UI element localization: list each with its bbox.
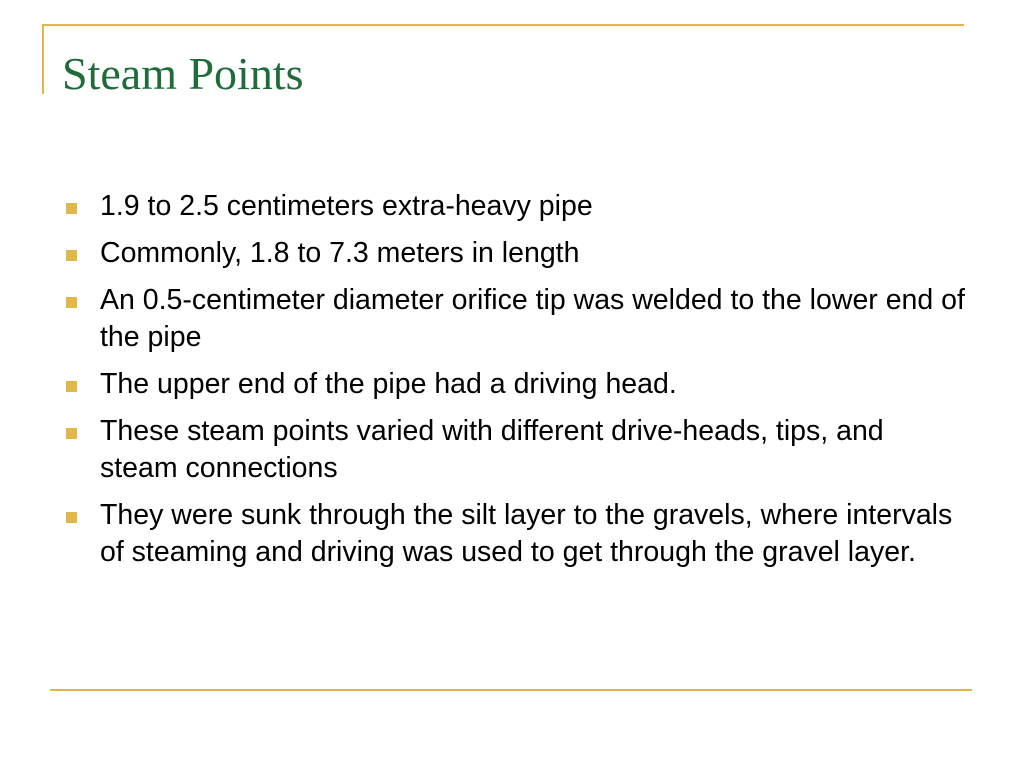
bullet-item: [66, 188, 966, 225]
bullet-text: The upper end of the pipe had a driving head.: [100, 368, 677, 400]
square-bullet-icon: [66, 297, 77, 308]
square-bullet-icon: [66, 512, 77, 523]
bullet-item: [66, 497, 966, 571]
bullet-item: [66, 282, 966, 356]
bullet-item: [66, 413, 966, 487]
top-divider-line: [42, 24, 964, 26]
square-bullet-icon: [66, 381, 77, 392]
bullet-text: Commonly, 1.8 to 7.3 meters in length: [100, 237, 580, 269]
bullet-item: [66, 235, 966, 272]
bullet-list: [66, 188, 966, 581]
bullet-text: They were sunk through the silt layer to the gravels, where intervals of steaming and driving was used to get through the gravel layer.: [100, 499, 953, 568]
bullet-text: 1.9 to 2.5 centimeters extra-heavy pipe: [100, 190, 593, 222]
bullet-text: An 0.5-centimeter diameter orifice tip was welded to the lower end of the pipe: [100, 284, 965, 353]
left-accent-line: [42, 24, 44, 94]
square-bullet-icon: [66, 250, 77, 261]
slide-title: Steam Points: [62, 48, 304, 99]
bottom-divider-line: [50, 689, 972, 691]
bullet-item: [66, 366, 966, 403]
bullet-text: These steam points varied with different drive-heads, tips, and steam connections: [100, 415, 884, 484]
square-bullet-icon: [66, 203, 77, 214]
square-bullet-icon: [66, 428, 77, 439]
